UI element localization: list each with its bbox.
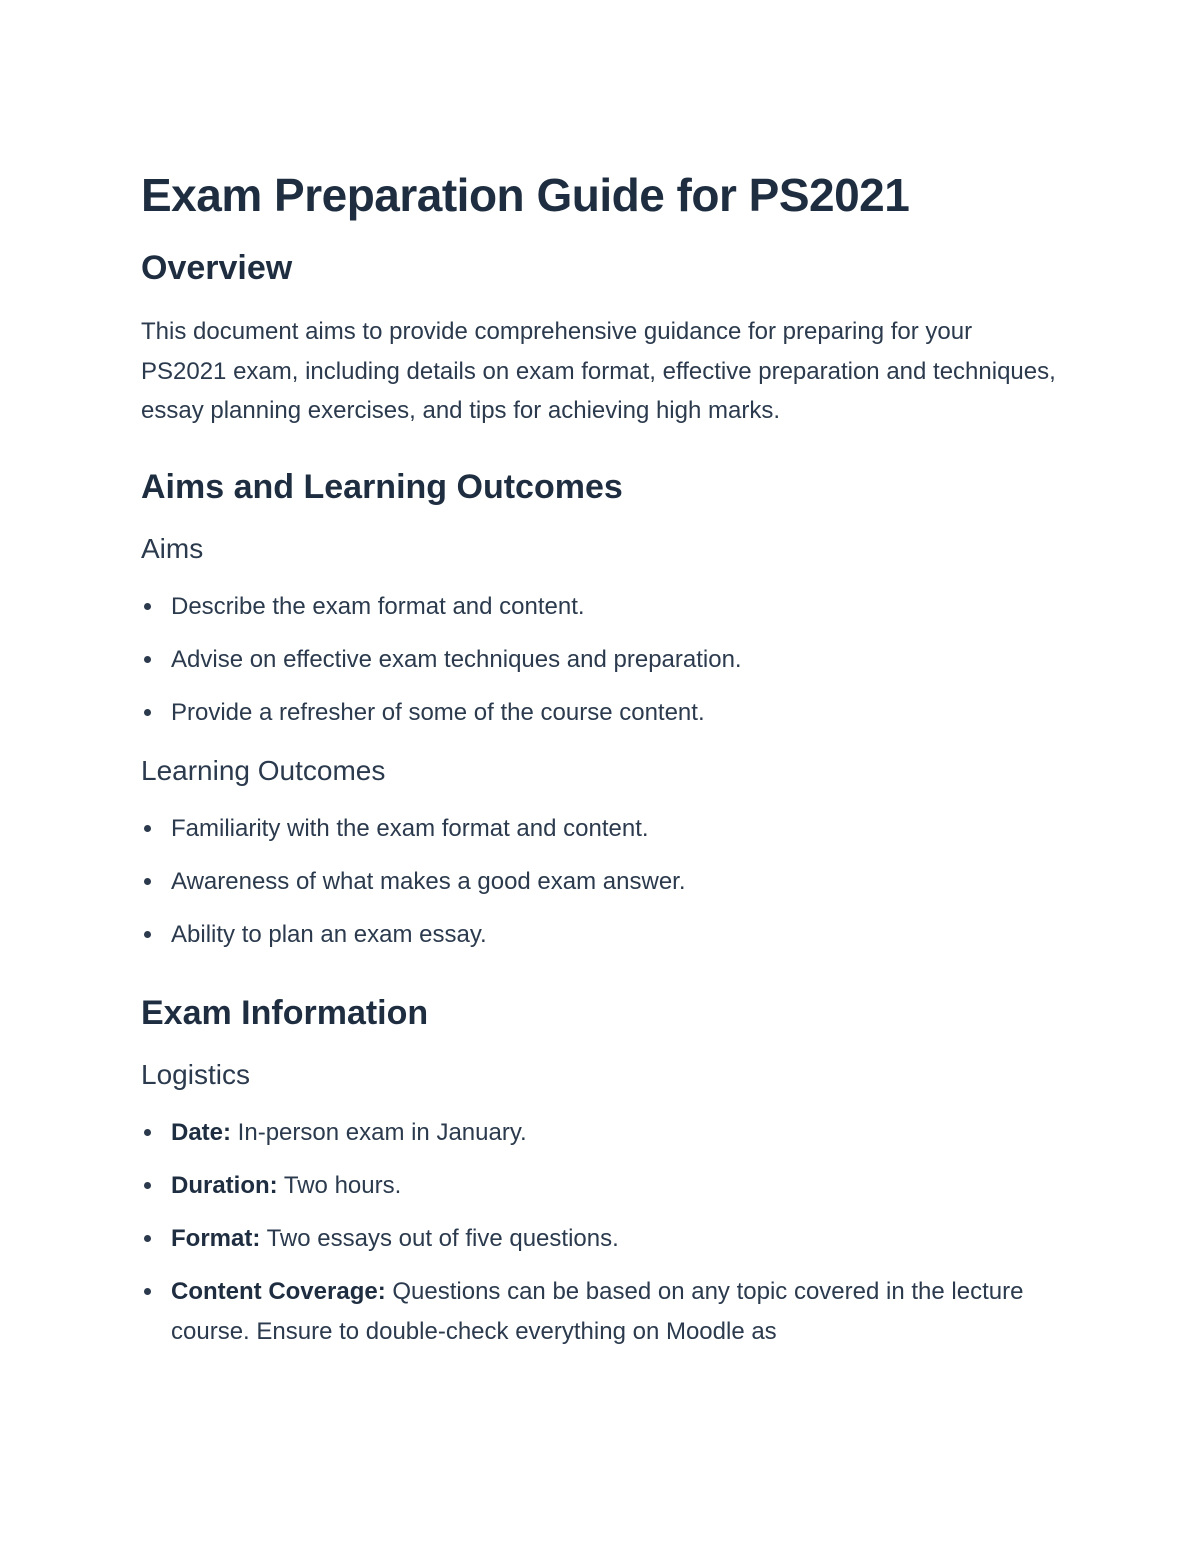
bullet-icon bbox=[144, 1288, 151, 1295]
list-item bbox=[141, 1113, 1061, 1153]
list-item-text: In-person exam in January. bbox=[231, 1118, 527, 1146]
bullet-icon bbox=[144, 1182, 151, 1189]
list-item-text: Familiarity with the exam format and content. bbox=[171, 814, 649, 842]
aims-outcomes-heading: Aims and Learning Outcomes bbox=[141, 467, 623, 506]
bullet-icon bbox=[144, 1129, 151, 1136]
list-item-text: Two essays out of five questions. bbox=[260, 1224, 619, 1252]
list-item-text: Provide a refresher of some of the course content. bbox=[171, 698, 705, 726]
list-item bbox=[141, 862, 1061, 902]
bullet-icon bbox=[144, 931, 151, 938]
list-item-text: Questions can be based on any topic covered in the lecture course. Ensure to double-check everything on Moodle as bbox=[171, 1277, 1024, 1345]
list-item bbox=[141, 587, 1061, 627]
bullet-icon bbox=[144, 878, 151, 885]
overview-heading: Overview bbox=[141, 249, 293, 287]
aims-heading: Aims bbox=[141, 532, 204, 564]
list-item bbox=[141, 1219, 1061, 1259]
document-content bbox=[141, 160, 1061, 1352]
list-item bbox=[141, 693, 1061, 733]
logistics-list bbox=[141, 1113, 1061, 1352]
list-item-text: Awareness of what makes a good exam answer. bbox=[171, 867, 686, 895]
list-item bbox=[141, 1166, 1061, 1206]
list-item-text: Ability to plan an exam essay. bbox=[171, 920, 487, 948]
logistics-heading: Logistics bbox=[141, 1058, 250, 1090]
list-item bbox=[141, 809, 1061, 849]
list-item-label: Date: bbox=[171, 1118, 232, 1146]
outcomes-list bbox=[141, 809, 1061, 955]
list-item-label: Duration: bbox=[171, 1171, 278, 1199]
list-item-text: Describe the exam format and content. bbox=[171, 592, 585, 620]
learning-outcomes-heading: Learning Outcomes bbox=[141, 754, 386, 786]
list-item bbox=[141, 640, 1061, 680]
list-item-text: Advise on effective exam techniques and preparation. bbox=[171, 645, 742, 673]
document-title: Exam Preparation Guide for PS2021 bbox=[141, 169, 910, 221]
bullet-icon bbox=[144, 1235, 151, 1242]
list-item-label: Format: bbox=[171, 1224, 261, 1252]
aims-list bbox=[141, 587, 1061, 733]
list-item-label: Content Coverage: bbox=[171, 1277, 386, 1305]
overview-text: This document aims to provide comprehensive guidance for preparing for your PS2021 exam, including details on exam format, effective preparation and techniques, essay planning exercises, and tips for achieving high marks. bbox=[141, 318, 1056, 424]
bullet-icon bbox=[144, 825, 151, 832]
exam-info-heading: Exam Information bbox=[141, 993, 429, 1032]
list-item bbox=[141, 915, 1061, 955]
bullet-icon bbox=[144, 603, 151, 610]
bullet-icon bbox=[144, 709, 151, 716]
bullet-icon bbox=[144, 656, 151, 663]
list-item bbox=[141, 1272, 1061, 1352]
list-item-text: Two hours. bbox=[277, 1171, 402, 1199]
